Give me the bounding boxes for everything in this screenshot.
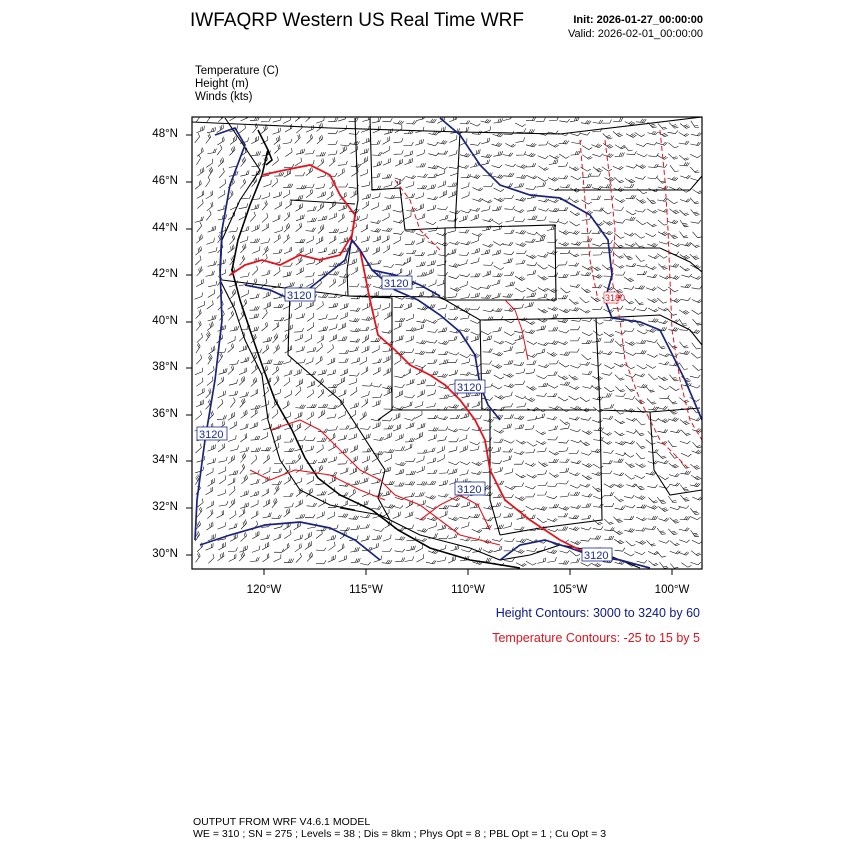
- lon-label: 115°W: [349, 584, 383, 596]
- contour-label: 3120: [287, 290, 312, 302]
- field-winds-label: Winds (kts): [195, 91, 253, 103]
- field-temperature-label: Temperature (C): [195, 65, 279, 77]
- lat-label: 38°N: [152, 361, 178, 373]
- lat-label: 40°N: [152, 315, 178, 327]
- contour-label: 3120: [457, 382, 482, 394]
- lat-label: 48°N: [152, 128, 178, 140]
- height-contour-legend: Height Contours: 3000 to 3240 by 60: [495, 606, 700, 620]
- lat-label: 42°N: [152, 268, 178, 280]
- contour-label: 3120: [199, 429, 224, 441]
- coastline: [232, 130, 520, 568]
- map-title: IWFAQRP Western US Real Time WRF: [190, 10, 524, 31]
- lat-label: 34°N: [152, 454, 178, 466]
- model-info: OUTPUT FROM WRF V4.6.1 MODEL: [193, 816, 371, 828]
- lat-label: 32°N: [152, 501, 178, 513]
- field-height-label: Height (m): [195, 78, 249, 90]
- init-time: Init: 2026-01-27_00:00:00: [573, 14, 703, 26]
- lat-label: 44°N: [152, 222, 178, 234]
- contour-label: 3120: [457, 484, 482, 496]
- lon-label: 105°W: [552, 584, 588, 596]
- valid-time: Valid: 2026-02-01_00:00:00: [568, 28, 703, 40]
- lat-label: 30°N: [152, 548, 178, 560]
- contour-label: 3120: [384, 278, 409, 290]
- political-borders: [192, 117, 702, 568]
- lon-label: 110°W: [451, 584, 485, 596]
- temperature-contour-legend: Temperature Contours: -25 to 15 by 5: [492, 631, 700, 645]
- lon-label: 100°W: [654, 584, 690, 596]
- contour-label: 3120: [584, 550, 609, 562]
- lat-label: 36°N: [152, 408, 178, 420]
- lat-label: 46°N: [152, 175, 178, 187]
- lon-label: 120°W: [246, 584, 282, 596]
- model-config: WE = 310 ; SN = 275 ; Levels = 38 ; Dis = 8km ; Phys Opt = 8 ; PBL Opt = 1 ; Cu Opt = 3: [193, 828, 607, 840]
- contour-label: 3180: [605, 293, 626, 303]
